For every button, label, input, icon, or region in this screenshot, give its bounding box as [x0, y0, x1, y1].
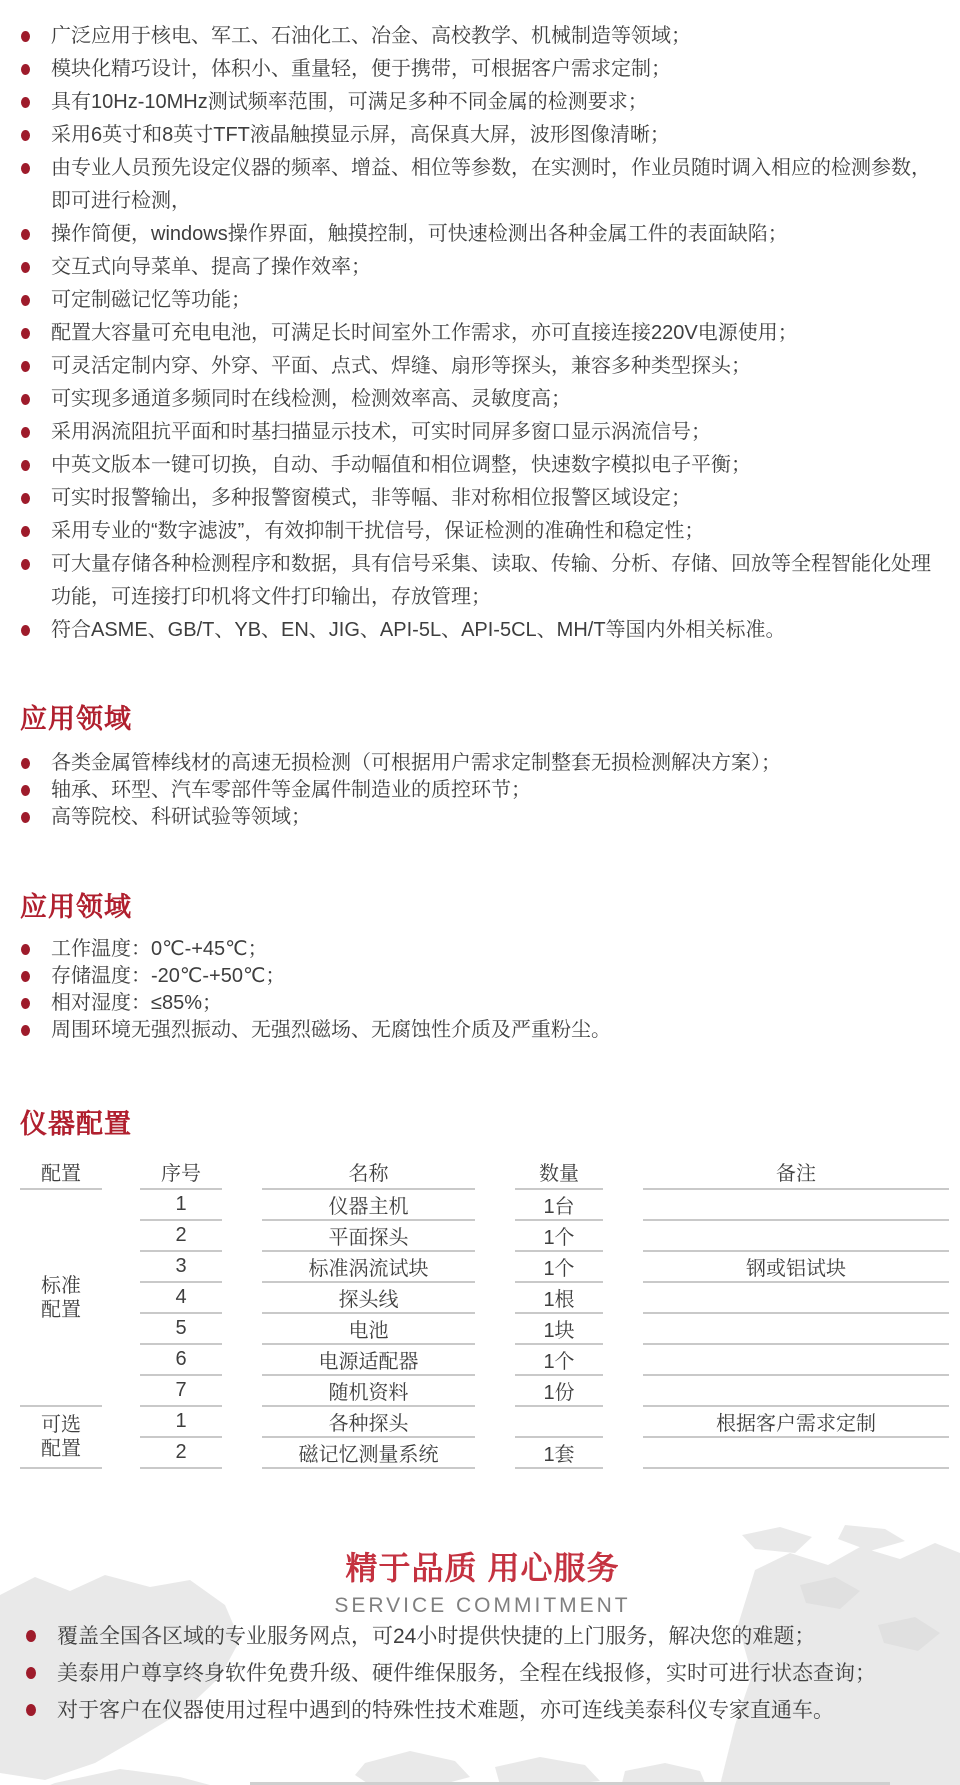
table-cell: 电池 — [262, 1314, 475, 1345]
bullet-icon — [21, 758, 30, 769]
list-item — [20, 317, 945, 350]
table-cell: 4 — [140, 1283, 222, 1314]
bullet-icon — [21, 493, 30, 504]
list-item-text: 各类金属管棒线材的高速无损检测（可根据用户需求定制整套无损检测解决方案）； — [51, 752, 781, 774]
list-item — [20, 449, 945, 482]
list-item — [20, 963, 945, 990]
list-item-text: 中英文版本一键可切换，自动、手动幅值和相位调整，快速数字模拟电子平衡； — [51, 454, 751, 476]
list-item — [20, 218, 945, 251]
list-item-text: 由专业人员预先设定仪器的频率、增益、相位等参数，在实测时，作业员随时调入相应的检测参数，即可进行检测， — [51, 157, 931, 212]
table-cell: 根据客户需求定制 — [643, 1407, 949, 1438]
list-item-text: 可灵活定制内穿、外穿、平面、点式、焊缝、扇形等探头，兼容多种类型探头； — [51, 355, 751, 377]
list-item-text: 相对湿度：≤85%； — [51, 992, 223, 1014]
list-item-text: 配置大容量可充电电池，可满足长时间室外工作需求，亦可直接连接220V电源使用； — [51, 322, 798, 344]
table-cell: 随机资料 — [262, 1376, 475, 1407]
list-item — [20, 20, 945, 53]
list-item-text: 可实现多通道多频同时在线检测，检测效率高、灵敏度高； — [51, 388, 571, 410]
table-cell: 1个 — [515, 1345, 603, 1376]
service-commitment-block — [20, 1543, 945, 1618]
bullet-icon — [21, 31, 30, 42]
list-item — [25, 1618, 945, 1655]
list-item — [20, 482, 945, 515]
table-cell: 1根 — [515, 1283, 603, 1314]
bullet-icon — [21, 394, 30, 405]
table-cell: 1台 — [515, 1190, 603, 1221]
table-cell: 1套 — [515, 1438, 603, 1469]
table-row — [140, 1438, 949, 1469]
table-row — [140, 1314, 949, 1345]
environment-list — [20, 936, 945, 1044]
list-item-text: 对于客户在仪器使用过程中遇到的特殊性技术难题，亦可连线美泰科仪专家直通车。 — [57, 1699, 834, 1722]
list-item — [25, 1692, 945, 1729]
table-cell: 探头线 — [262, 1283, 475, 1314]
bullet-icon — [21, 1025, 30, 1036]
bullet-icon — [21, 998, 30, 1009]
list-item-text: 操作简便，windows操作界面，触摸控制，可快速检测出各种金属工件的表面缺陷； — [51, 223, 788, 245]
table-row — [140, 1376, 949, 1407]
table-row — [140, 1283, 949, 1314]
list-item — [20, 515, 945, 548]
config-group-label-text: 标准配置 — [41, 1274, 81, 1321]
bullet-icon — [21, 64, 30, 75]
list-item-text: 具有10Hz-10MHz测试频率范围，可满足多种不同金属的检测要求； — [51, 91, 648, 113]
bullet-icon — [26, 1704, 36, 1716]
table-cell — [643, 1376, 949, 1407]
table-header-cell: 数量 — [515, 1155, 603, 1190]
table-header-cell: 备注 — [643, 1155, 949, 1190]
list-item — [20, 53, 945, 86]
list-item — [20, 251, 945, 284]
list-item — [20, 777, 945, 804]
list-item — [25, 1655, 945, 1692]
list-item-text: 模块化精巧设计，体积小、重量轻，便于携带，可根据客户需求定制； — [51, 58, 671, 80]
bullet-icon — [21, 625, 30, 636]
bullet-icon — [21, 130, 30, 141]
table-cell: 1个 — [515, 1252, 603, 1283]
list-item — [20, 350, 945, 383]
list-item — [20, 990, 945, 1017]
table-cell: 钢或铝试块 — [643, 1252, 949, 1283]
config-table-main — [140, 1155, 949, 1469]
configuration-heading: 仪器配置 — [20, 1109, 132, 1139]
table-cell: 5 — [140, 1314, 222, 1345]
environment-heading: 应用领域 — [20, 892, 132, 922]
configuration-table — [20, 1155, 945, 1469]
table-cell: 1个 — [515, 1221, 603, 1252]
bullet-icon — [21, 229, 30, 240]
list-item-text: 可大量存储各种检测程序和数据，具有信号采集、读取、传输、分析、存储、回放等全程智能化处理功能，可连接打印机将文件打印输出，存放管理； — [51, 553, 931, 608]
list-item — [20, 416, 945, 449]
list-item-text: 美泰用户尊享终身软件免费升级、硬件维保服务，全程在线报修，实时可进行状态查询； — [57, 1662, 876, 1685]
table-cell — [643, 1190, 949, 1221]
list-item — [20, 86, 945, 119]
table-cell: 7 — [140, 1376, 222, 1407]
list-item — [20, 614, 945, 647]
table-cell: 磁记忆测量系统 — [262, 1438, 475, 1469]
config-group-column — [20, 1155, 102, 1469]
list-item — [20, 152, 945, 218]
bullet-icon — [21, 361, 30, 372]
list-item — [20, 548, 945, 614]
bullet-icon — [26, 1667, 36, 1679]
table-cell — [515, 1407, 603, 1438]
table-cell — [643, 1345, 949, 1376]
list-item-text: 周围环境无强烈振动、无强烈磁场、无腐蚀性介质及严重粉尘。 — [51, 1019, 611, 1041]
table-row — [140, 1407, 949, 1438]
service-slogan-subtitle: SERVICE COMMITMENT — [334, 1594, 631, 1617]
table-cell — [643, 1314, 949, 1345]
table-cell — [643, 1283, 949, 1314]
list-item-text: 可实时报警输出，多种报警窗模式，非等幅、非对称相位报警区域设定； — [51, 487, 691, 509]
bullet-icon — [26, 1630, 36, 1642]
service-slogan: 精于品质 用心服务 — [345, 1550, 620, 1586]
bullet-icon — [21, 460, 30, 471]
list-item-text: 高等院校、科研试验等领域； — [51, 806, 311, 828]
list-item-text: 符合ASME、GB/T、YB、EN、JIG、API-5L、API-5CL、MH/T等国内外相关标准。 — [51, 619, 786, 641]
list-item-text: 覆盖全国各区域的专业服务网点，可24小时提供快捷的上门服务，解决您的难题； — [57, 1625, 816, 1648]
bullet-icon — [21, 427, 30, 438]
applications-list — [20, 750, 945, 831]
list-item — [20, 383, 945, 416]
list-item-text: 轴承、环型、汽车零部件等金属件制造业的质控环节； — [51, 779, 531, 801]
config-group-label-text: 可选配置 — [41, 1414, 81, 1460]
bullet-icon — [21, 944, 30, 955]
table-cell — [643, 1221, 949, 1252]
table-cell: 各种探头 — [262, 1407, 475, 1438]
table-row — [140, 1252, 949, 1283]
config-group-label — [20, 1190, 102, 1407]
table-header-cell: 配置 — [20, 1155, 102, 1190]
table-header-cell: 序号 — [140, 1155, 222, 1190]
list-item — [20, 804, 945, 831]
config-group-label — [20, 1407, 102, 1469]
list-item-text: 广泛应用于核电、军工、石油化工、冶金、高校教学、机械制造等领域； — [51, 25, 691, 47]
list-item-text: 交互式向导菜单、提高了操作效率； — [51, 256, 371, 278]
table-cell: 2 — [140, 1438, 222, 1469]
table-cell: 1 — [140, 1407, 222, 1438]
table-cell: 6 — [140, 1345, 222, 1376]
table-cell: 1 — [140, 1190, 222, 1221]
list-item — [20, 284, 945, 317]
list-item — [20, 936, 945, 963]
bullet-icon — [21, 785, 30, 796]
table-cell: 1份 — [515, 1376, 603, 1407]
bullet-icon — [21, 971, 30, 982]
list-item-text: 可定制磁记忆等功能； — [51, 289, 251, 311]
bullet-icon — [21, 163, 30, 174]
list-item-text: 采用专业的“数字滤波”，有效抑制干扰信号，保证检测的准确性和稳定性； — [51, 520, 705, 542]
table-cell: 仪器主机 — [262, 1190, 475, 1221]
list-item-text: 工作温度：0℃-+45℃； — [51, 938, 268, 960]
table-cell: 3 — [140, 1252, 222, 1283]
table-cell: 电源适配器 — [262, 1345, 475, 1376]
list-item-text: 采用涡流阻抗平面和时基扫描显示技术，可实时同屏多窗口显示涡流信号； — [51, 421, 711, 443]
list-item — [20, 750, 945, 777]
table-cell: 1块 — [515, 1314, 603, 1345]
table-row — [140, 1190, 949, 1221]
table-row — [140, 1221, 949, 1252]
list-item-text: 存储温度：-20℃-+50℃； — [51, 965, 286, 987]
bullet-icon — [21, 295, 30, 306]
feature-list — [20, 20, 945, 647]
list-item-text: 采用6英寸和8英寸TFT液晶触摸显示屏，高保真大屏，波形图像清晰； — [51, 124, 670, 146]
table-row — [140, 1345, 949, 1376]
table-cell — [643, 1438, 949, 1469]
bullet-icon — [21, 262, 30, 273]
bullet-icon — [21, 328, 30, 339]
bullet-icon — [21, 559, 30, 570]
table-cell: 标准涡流试块 — [262, 1252, 475, 1283]
table-header-cell: 名称 — [262, 1155, 475, 1190]
table-cell: 2 — [140, 1221, 222, 1252]
list-item — [20, 1017, 945, 1044]
table-cell: 平面探头 — [262, 1221, 475, 1252]
bullet-icon — [21, 812, 30, 823]
bullet-icon — [21, 526, 30, 537]
applications-heading: 应用领域 — [20, 704, 132, 734]
table-header-row — [140, 1155, 949, 1190]
list-item — [20, 119, 945, 152]
bullet-icon — [21, 97, 30, 108]
service-list — [20, 1618, 945, 1729]
